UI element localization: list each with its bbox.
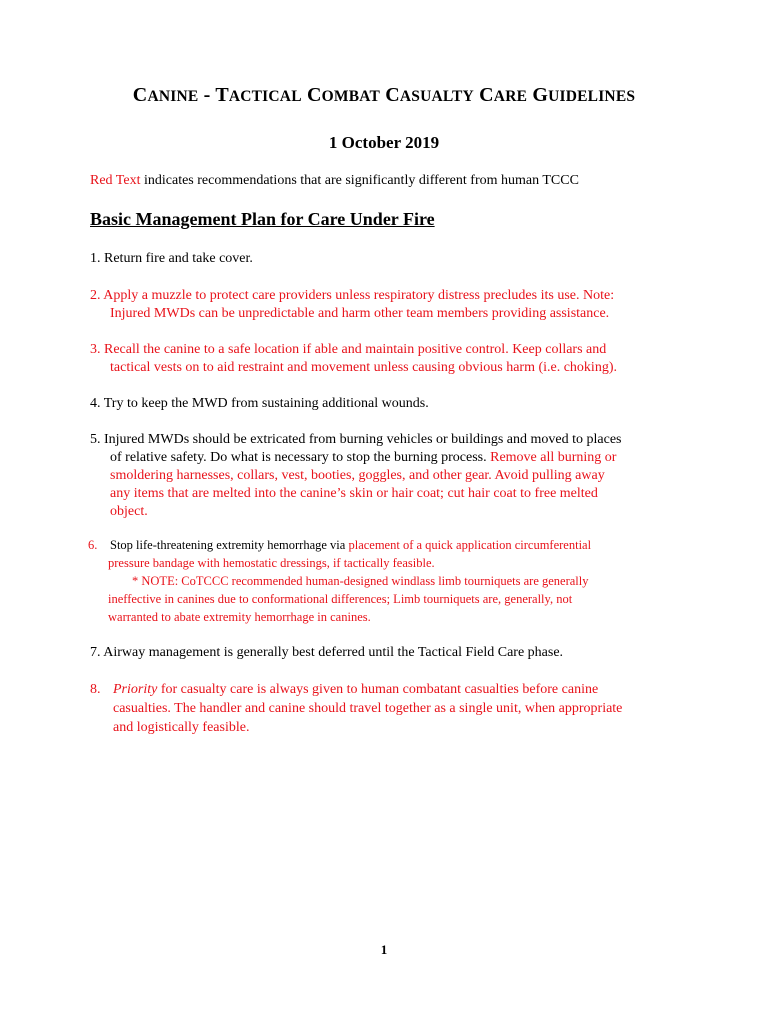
- list-item-text: of relative safety. Do what is necessary to stop the burning process.: [110, 450, 491, 465]
- title-initial: C: [306, 84, 322, 106]
- title-word: ACTICAL: [228, 88, 302, 105]
- list-item-text: Apply a muzzle to protect care providers unless respiratory distress precludes its use. Note:: [103, 288, 615, 303]
- list-item-6: [88, 536, 678, 626]
- page-number: 1: [380, 942, 388, 957]
- list-item-note: warranted to abate extremity hemorrhage in canines.: [108, 610, 371, 624]
- title-word: OMBAT: [321, 88, 381, 105]
- title-initial: C: [132, 84, 148, 106]
- title-word: UIDELINES: [548, 88, 636, 105]
- list-item-text-red: any items that are melted into the canine’s skin or hair coat; cut hair coat to free melted: [110, 486, 598, 501]
- list-item-1: [90, 250, 680, 268]
- legend-description: indicates recommendations that are significantly different from human TCCC: [140, 173, 579, 188]
- list-item-text: Injured MWDs can be unpredictable and harm other team members providing assistance.: [110, 306, 610, 321]
- list-item-emphasis: Priority: [113, 682, 158, 697]
- title-initial: T: [215, 84, 229, 106]
- title-initial: C: [479, 84, 494, 106]
- list-item-text-red: pressure bandage with hemostatic dressings, if tactically feasible.: [108, 556, 435, 570]
- list-item-text: Stop life-threatening extremity hemorrhage via: [110, 538, 349, 552]
- list-item-8: [90, 680, 680, 737]
- list-item-4: [90, 395, 680, 413]
- list-item-text-red: smoldering harnesses, collars, vest, booties, goggles, and other gear. Avoid pulling away: [110, 468, 605, 483]
- list-item-2: [90, 287, 680, 323]
- list-item-text-red: placement of a quick application circumferential: [348, 538, 592, 552]
- red-text-legend: [90, 173, 579, 189]
- list-item-number: 2.: [90, 288, 104, 303]
- list-item-text: casualties. The handler and canine should travel together as a single unit, when appropriate: [113, 701, 623, 716]
- list-item-text-red: object.: [110, 504, 148, 519]
- legend-red-label: Red Text: [90, 173, 141, 188]
- list-item-text-red: Remove all burning or: [490, 450, 617, 465]
- list-item-note: * NOTE: CoTCCC recommended human-designed windlass limb tourniquets are generally: [132, 574, 589, 588]
- list-item-number: 6.: [88, 538, 98, 552]
- list-item-text: tactical vests on to aid restraint and movement unless causing obvious harm (i.e. choking).: [110, 360, 617, 375]
- title-word: ASUALTY: [399, 88, 474, 105]
- list-item-note: ineffective in canines due to conformational differences; Limb tourniquets are, generally, not: [108, 592, 573, 606]
- document-date: 1 October 2019: [328, 133, 440, 152]
- list-item-text: 4. Try to keep the MWD from sustaining additional wounds.: [90, 396, 429, 411]
- title-initial: C: [385, 84, 400, 106]
- list-item-text: and logistically feasible.: [113, 720, 250, 735]
- title-word: ANINE: [147, 88, 199, 105]
- list-item-text: for casualty care is always given to human combatant casualties before canine: [157, 682, 599, 697]
- list-item-text: 5. Injured MWDs should be extricated from burning vehicles or buildings and moved to places: [90, 432, 622, 447]
- list-item-3: [90, 341, 680, 377]
- list-item-7: [90, 644, 680, 662]
- list-item-number: 8.: [90, 682, 101, 697]
- list-item-5: [90, 431, 680, 521]
- list-item-text: 7. Airway management is generally best deferred until the Tactical Field Care phase.: [90, 645, 564, 660]
- section-heading: Basic Management Plan for Care Under Fire: [90, 209, 435, 229]
- title-word: ARE: [493, 88, 528, 105]
- title-initial: G: [532, 84, 549, 106]
- list-item-number: 3.: [90, 342, 104, 357]
- document-title: [0, 84, 768, 107]
- list-item-text: 1. Return fire and take cover.: [90, 251, 253, 266]
- title-dash: -: [198, 84, 216, 106]
- list-item-text: Recall the canine to a safe location if able and maintain positive control. Keep collars and: [104, 342, 607, 357]
